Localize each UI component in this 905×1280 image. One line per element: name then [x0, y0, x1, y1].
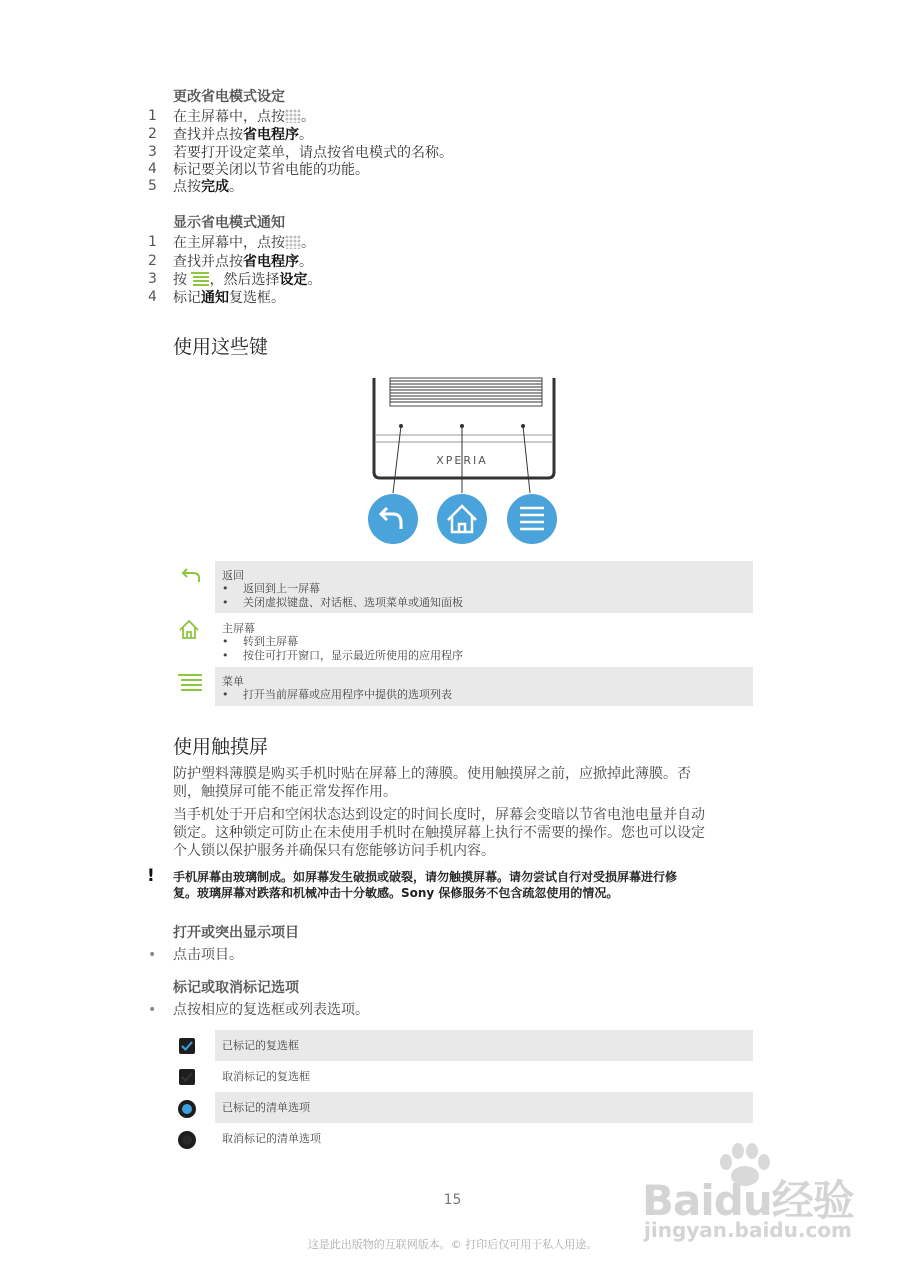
back-key-illustration: [368, 494, 418, 544]
menu-icon: [178, 673, 202, 693]
warning-icon: !: [147, 866, 155, 886]
bullet-mark-option: • 点按相应的复选框或列表选项。: [148, 1002, 369, 1018]
step-text: 在主屏幕中，点按 。: [173, 235, 315, 251]
step-text: 标记通知复选框。: [173, 290, 285, 306]
menu-key-illustration: [507, 494, 557, 544]
footer-note: 这是此出版物的互联网版本。© 打印后仅可用于私人用途。: [307, 1238, 598, 1251]
menu-icon: [191, 271, 209, 287]
checked-checkbox-icon: [178, 1037, 196, 1055]
touch-paragraph-1: 防护塑料薄膜是购买手机时贴在屏幕上的薄膜。使用触摸屏之前，应掀掉此薄膜。否 则，触摸屏可能不能正常发挥作用。: [173, 766, 691, 800]
step-text: 查找并点按省电程序。: [173, 127, 313, 143]
phone-keys-illustration: [360, 375, 560, 550]
step-text: 查找并点按省电程序。: [173, 254, 313, 270]
touch-paragraph-2: 当手机处于开启和空闲状态达到设定的时间长度时，屏幕会变暗以节省电池电量并自动 锁定。这种锁定可防止在未使用手机时在触摸屏幕上执行不需要的操作。您也可以设定 个人锁以保护服务并确保只有您能够访问手机内容。: [173, 807, 705, 859]
home-icon: [178, 619, 200, 641]
step-text: 在主屏幕中，点按 。: [173, 109, 315, 125]
phone-brand-text: XPERIA: [436, 454, 488, 467]
heading-open-item: 打开或突出显示项目: [173, 925, 299, 941]
page-number: 15: [443, 1192, 462, 1208]
step-text: 点按完成。: [173, 179, 243, 195]
unchecked-radio-icon: [177, 1130, 197, 1150]
heading-use-keys: 使用这些键: [173, 336, 269, 358]
step-text: 标记要关闭以节省电能的功能。: [173, 162, 369, 178]
warning-text: 手机屏幕由玻璃制成。如屏幕发生破损或破裂，请勿触摸屏幕。请勿尝试自行对受损屏幕进行修 复。玻璃屏幕对跌落和机械冲击十分敏感。Sony 保修服务不包含疏忽使用的情况。: [173, 870, 678, 900]
unchecked-checkbox-icon: [178, 1068, 196, 1086]
home-key-illustration: [437, 494, 487, 544]
bullet-open-item: • 点击项目。: [148, 947, 243, 963]
apps-grid-icon: [285, 235, 301, 249]
heading-mark-option: 标记或取消标记选项: [173, 980, 299, 996]
watermark-url: jingyan.baidu.com: [644, 1218, 852, 1242]
heading-touchscreen: 使用触摸屏: [173, 736, 269, 758]
section-title-power-notification: 显示省电模式通知: [173, 215, 285, 231]
step-text: 若要打开设定菜单，请点按省电模式的名称。: [173, 145, 453, 161]
speaker-grille: [390, 378, 542, 406]
back-icon: [178, 566, 202, 586]
section-title-power-settings: 更改省电模式设定: [173, 89, 285, 105]
step-text: 按 ，然后选择设定。: [173, 272, 322, 288]
checked-radio-icon: [177, 1099, 197, 1119]
apps-grid-icon: [285, 109, 301, 123]
watermark-brand: Baidu经验: [642, 1176, 854, 1225]
